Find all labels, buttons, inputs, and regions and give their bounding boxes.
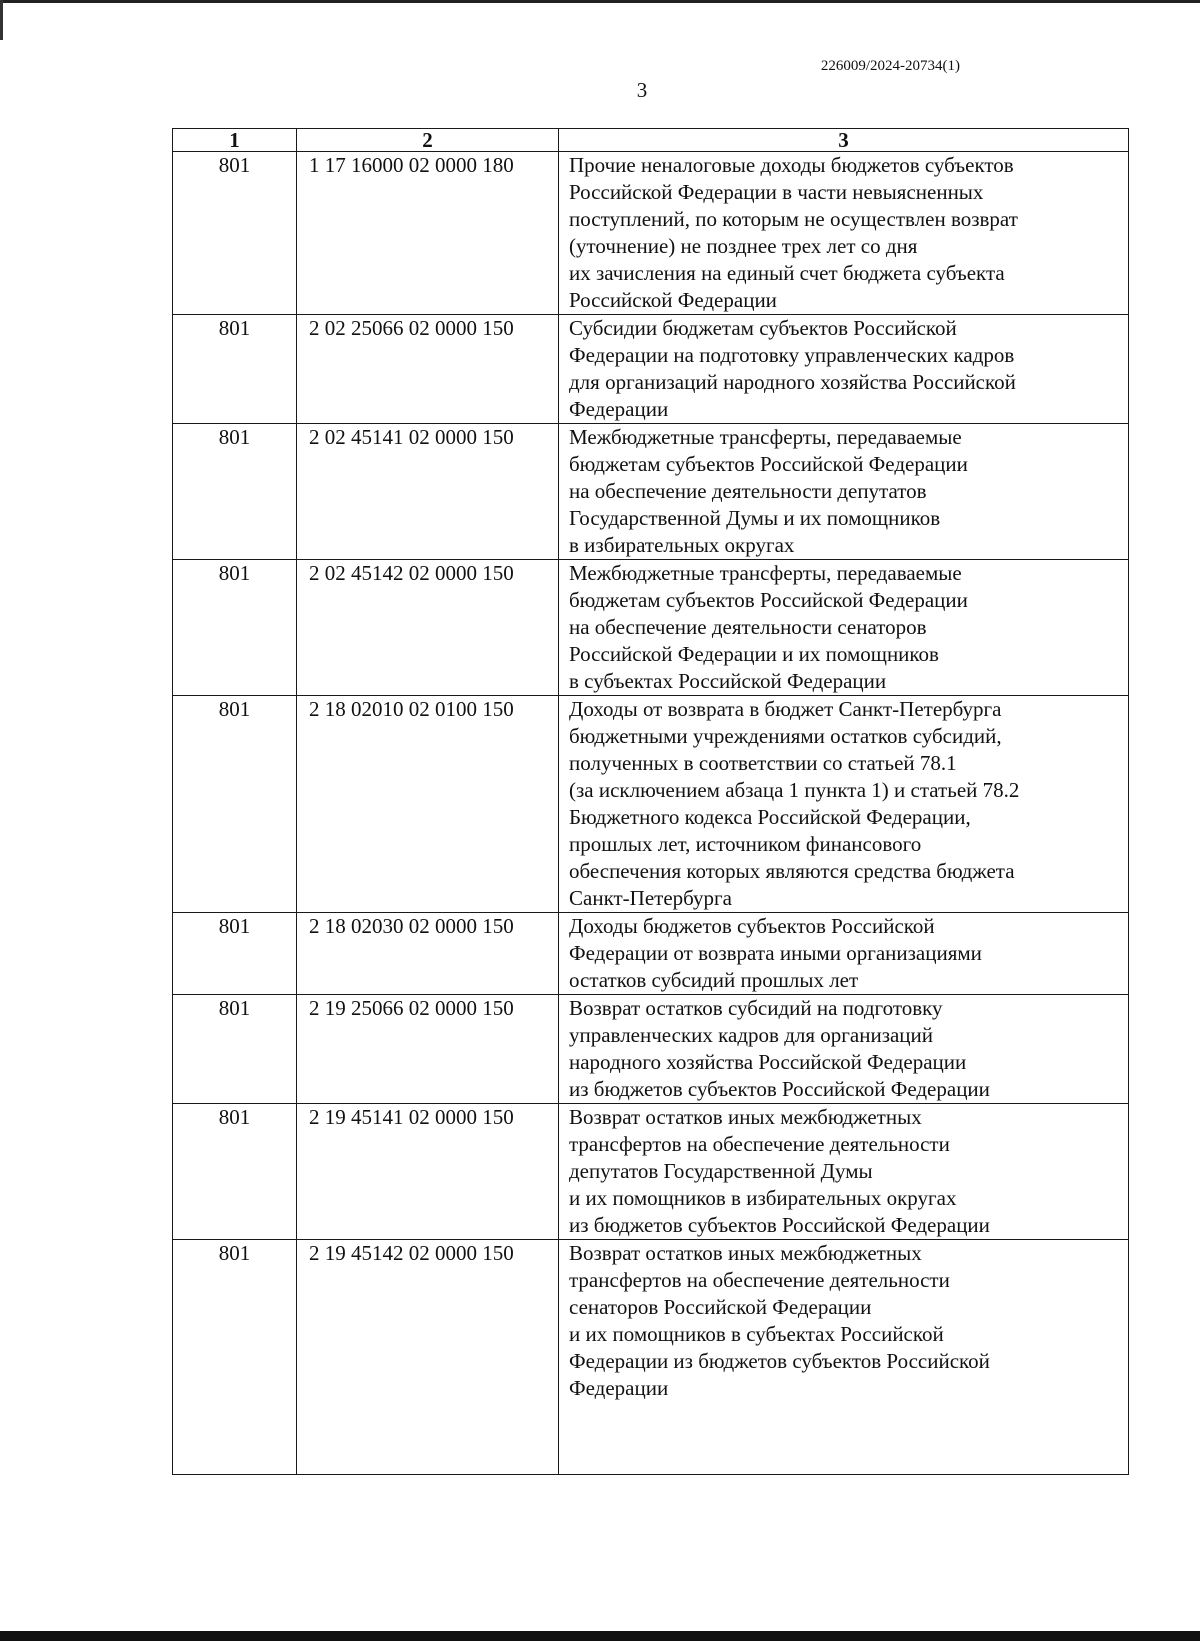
revenue-name-line: Межбюджетные трансферты, передаваемые (569, 425, 962, 449)
revenue-name-line: Федерации на подготовку управленческих кадров (569, 343, 1015, 367)
revenue-name-line: трансфертов на обеспечение деятельности (569, 1132, 950, 1156)
admin-code-cell: 801 (173, 152, 297, 315)
revenue-name-line: Федерации (569, 397, 669, 421)
scan-top-edge (0, 0, 1200, 3)
budget-classification-code-cell: 2 19 45141 02 0000 150 (297, 1104, 559, 1240)
revenue-name-line: из бюджетов субъектов Российской Федерации (569, 1213, 990, 1237)
revenue-name-line: бюджетам субъектов Российской Федерации (569, 452, 968, 476)
revenue-name-line: полученных в соответствии со статьей 78.1 (569, 751, 957, 775)
revenue-name-line: из бюджетов субъектов Российской Федерации (569, 1077, 990, 1101)
admin-code-cell: 801 (173, 1104, 297, 1240)
revenue-name-cell (559, 995, 1129, 1104)
revenue-name-line: Прочие неналоговые доходы бюджетов субъектов (569, 153, 1014, 177)
revenue-name-cell (559, 1240, 1129, 1475)
revenue-name-line: Бюджетного кодекса Российской Федерации, (569, 805, 971, 829)
revenue-name-line: Возврат остатков иных межбюджетных (569, 1105, 922, 1129)
revenue-name-line: Федерации из бюджетов субъектов Российской (569, 1349, 990, 1373)
column-header-3: 3 (559, 129, 1129, 152)
admin-code-cell: 801 (173, 315, 297, 424)
table-row (173, 913, 1129, 995)
revenue-name-line: и их помощников в субъектах Российской (569, 1322, 944, 1346)
revenue-name-line: сенаторов Российской Федерации (569, 1295, 872, 1319)
budget-classification-code-cell: 2 02 45141 02 0000 150 (297, 424, 559, 560)
revenue-name-cell (559, 560, 1129, 696)
revenue-name-line: Возврат остатков субсидий на подготовку (569, 996, 943, 1020)
revenue-name-cell (559, 152, 1129, 315)
revenue-name-line: для организаций народного хозяйства Российской (569, 370, 1016, 394)
revenue-name-line: (за исключением абзаца 1 пункта 1) и статьей 78.2 (569, 778, 1020, 802)
revenue-name-line: поступлений, по которым не осуществлен возврат (569, 207, 1018, 231)
revenue-name-cell (559, 424, 1129, 560)
table-row (173, 1104, 1129, 1240)
scan-bottom-edge (0, 1631, 1200, 1641)
revenue-name-line: Российской Федерации в части невыясненных (569, 180, 984, 204)
revenue-name-line: Российской Федерации и их помощников (569, 642, 939, 666)
table-header-row (173, 129, 1129, 152)
admin-code-cell: 801 (173, 913, 297, 995)
revenue-name-line: Российской Федерации (569, 288, 777, 312)
budget-classification-code-cell: 2 02 25066 02 0000 150 (297, 315, 559, 424)
budget-classification-code-cell: 2 19 45142 02 0000 150 (297, 1240, 559, 1475)
admin-code-cell: 801 (173, 696, 297, 913)
revenue-name-line: на обеспечение деятельности сенаторов (569, 615, 927, 639)
budget-classification-code-cell: 1 17 16000 02 0000 180 (297, 152, 559, 315)
revenue-name-line: прошлых лет, источником финансового (569, 832, 922, 856)
admin-code-cell: 801 (173, 424, 297, 560)
table-body (173, 152, 1129, 1475)
revenue-name-line: Федерации (569, 1376, 669, 1400)
revenue-name-line: (уточнение) не позднее трех лет со дня (569, 234, 918, 258)
column-header-2: 2 (297, 129, 559, 152)
admin-code-cell: 801 (173, 1240, 297, 1475)
table-row (173, 1240, 1129, 1475)
budget-classification-code-cell: 2 02 45142 02 0000 150 (297, 560, 559, 696)
revenue-name-line: управленческих кадров для организаций (569, 1023, 934, 1047)
budget-classification-code-cell: 2 19 25066 02 0000 150 (297, 995, 559, 1104)
scan-side-mark (0, 0, 3, 40)
revenue-name-line: обеспечения которых являются средства бюджета (569, 859, 1015, 883)
revenue-name-line: трансфертов на обеспечение деятельности (569, 1268, 950, 1292)
revenue-name-line: Субсидии бюджетам субъектов Российской (569, 316, 957, 340)
revenue-name-cell (559, 1104, 1129, 1240)
table-row (173, 315, 1129, 424)
document-number: 226009/2024-20734(1) (820, 58, 960, 74)
revenue-name-line: Межбюджетные трансферты, передаваемые (569, 561, 962, 585)
table-row (173, 995, 1129, 1104)
revenue-name-cell (559, 913, 1129, 995)
admin-code-cell: 801 (173, 560, 297, 696)
revenue-name-line: на обеспечение деятельности депутатов (569, 479, 927, 503)
revenue-name-line: Возврат остатков иных межбюджетных (569, 1241, 922, 1265)
page-number: 3 (636, 78, 648, 102)
revenue-name-line: в субъектах Российской Федерации (569, 669, 887, 693)
budget-classification-code-cell: 2 18 02010 02 0100 150 (297, 696, 559, 913)
budget-classification-code-cell: 2 18 02030 02 0000 150 (297, 913, 559, 995)
revenue-name-line: народного хозяйства Российской Федерации (569, 1050, 967, 1074)
revenue-name-line: Федерации от возврата иными организациями (569, 941, 982, 965)
revenue-name-line: бюджетам субъектов Российской Федерации (569, 588, 968, 612)
budget-codes-table (172, 128, 1129, 1475)
revenue-name-line: Государственной Думы и их помощников (569, 506, 941, 530)
revenue-name-line: в избирательных округах (569, 533, 795, 557)
revenue-name-line: и их помощников в избирательных округах (569, 1186, 957, 1210)
column-header-1: 1 (173, 129, 297, 152)
revenue-name-line: Доходы от возврата в бюджет Санкт-Петербурга (569, 697, 1002, 721)
revenue-name-line: Санкт-Петербурга (569, 886, 732, 910)
table-row (173, 696, 1129, 913)
revenue-name-cell (559, 315, 1129, 424)
table-row (173, 424, 1129, 560)
revenue-name-line: бюджетными учреждениями остатков субсидий, (569, 724, 1002, 748)
revenue-name-line: их зачисления на единый счет бюджета субъекта (569, 261, 1005, 285)
revenue-name-line: Доходы бюджетов субъектов Российской (569, 914, 935, 938)
revenue-name-cell (559, 696, 1129, 913)
table-row (173, 560, 1129, 696)
revenue-name-line: остатков субсидий прошлых лет (569, 968, 859, 992)
table-row (173, 152, 1129, 315)
admin-code-cell: 801 (173, 995, 297, 1104)
revenue-name-line: депутатов Государственной Думы (569, 1159, 873, 1183)
